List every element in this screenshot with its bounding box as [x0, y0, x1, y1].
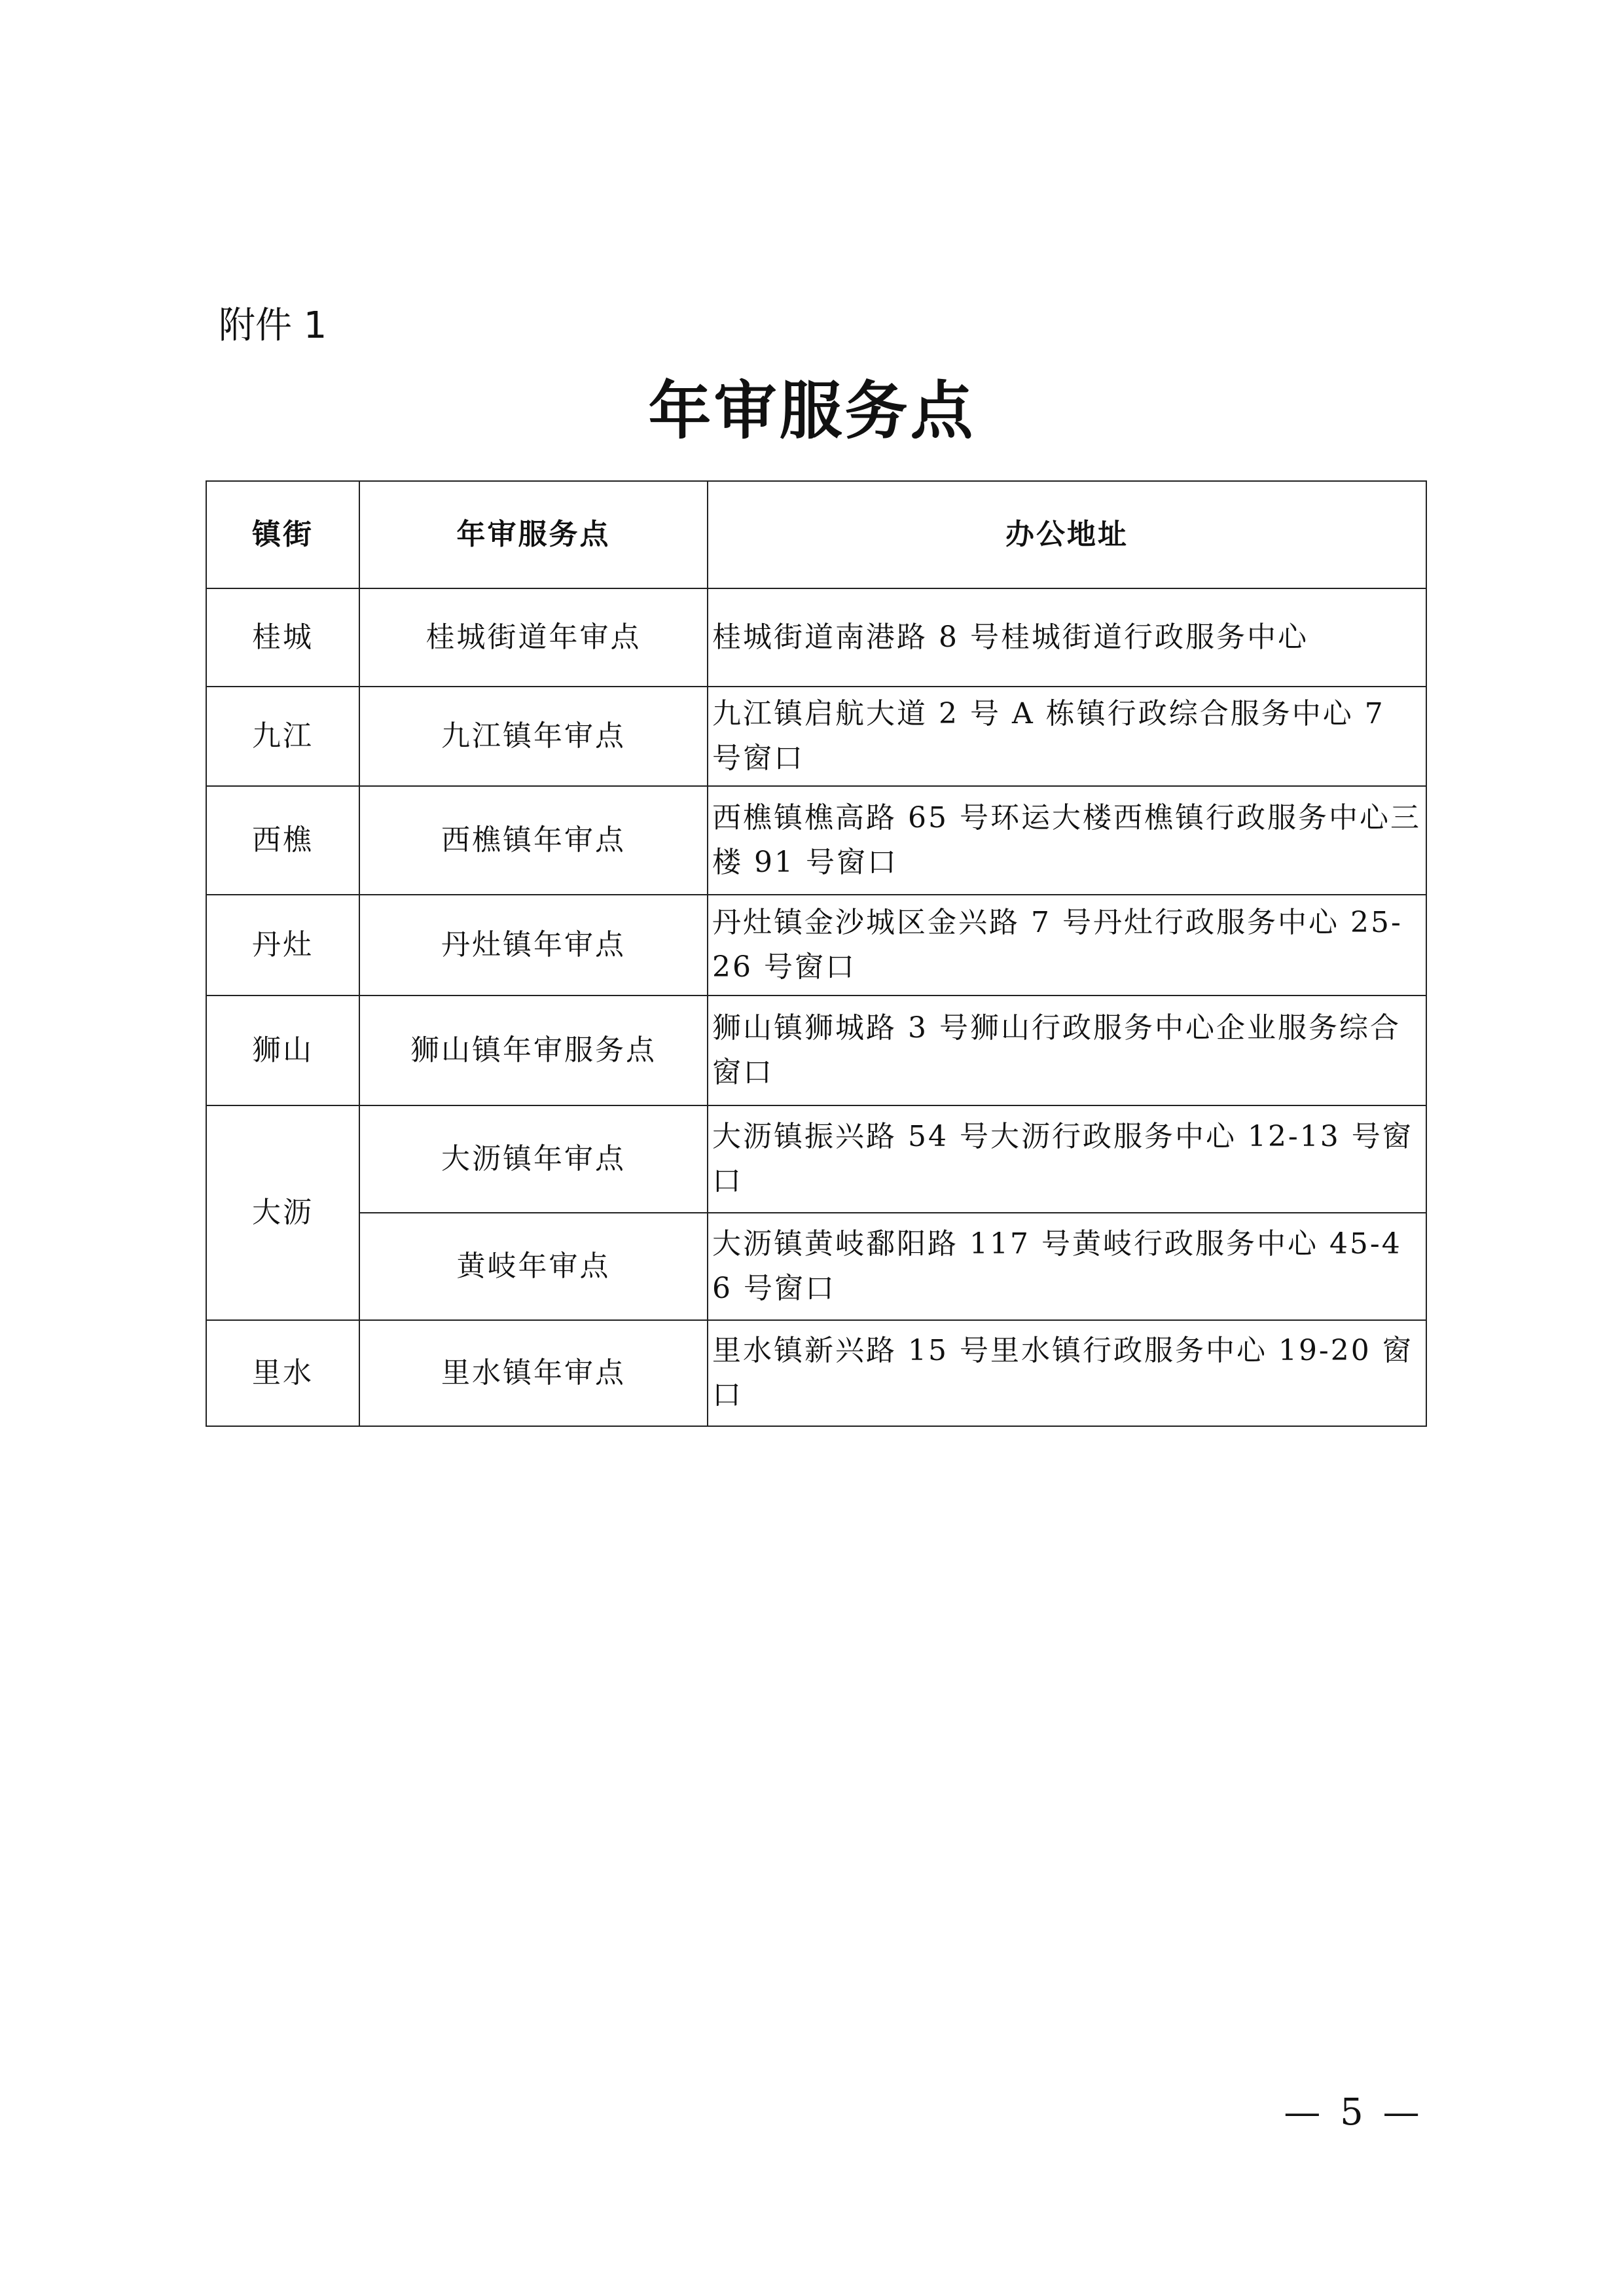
table-row	[206, 1320, 1426, 1426]
page-number: — 5 —	[1284, 2091, 1424, 2134]
cell-service-point: 西樵镇年审点	[359, 786, 708, 895]
cell-address: 大沥镇振兴路 54 号大沥行政服务中心 12-13 号窗口	[708, 1105, 1426, 1213]
cell-address: 大沥镇黄岐鄱阳路 117 号黄岐行政服务中心 45-46 号窗口	[708, 1213, 1426, 1320]
table-row	[206, 1105, 1426, 1213]
header-service-point: 年审服务点	[359, 481, 708, 588]
cell-town: 狮山	[206, 996, 359, 1105]
table-row	[206, 588, 1426, 687]
cell-town: 九江	[206, 687, 359, 786]
cell-town: 西樵	[206, 786, 359, 895]
cell-service-point: 里水镇年审点	[359, 1320, 708, 1426]
table-row	[206, 687, 1426, 786]
attachment-label: 附件 1	[219, 304, 327, 347]
cell-service-point: 桂城街道年审点	[359, 588, 708, 687]
cell-town: 桂城	[206, 588, 359, 687]
cell-address: 桂城街道南港路 8 号桂城街道行政服务中心	[708, 588, 1426, 687]
header-address: 办公地址	[708, 481, 1426, 588]
cell-town: 大沥	[206, 1105, 359, 1320]
header-town: 镇街	[206, 481, 359, 588]
table-row	[206, 996, 1426, 1105]
cell-address: 里水镇新兴路 15 号里水镇行政服务中心 19-20 窗口	[708, 1320, 1426, 1426]
cell-service-point: 丹灶镇年审点	[359, 895, 708, 996]
cell-address: 西樵镇樵高路 65 号环运大楼西樵镇行政服务中心三楼 91 号窗口	[708, 786, 1426, 895]
cell-service-point: 狮山镇年审服务点	[359, 996, 708, 1105]
cell-service-point: 大沥镇年审点	[359, 1105, 708, 1213]
cell-service-point: 黄岐年审点	[359, 1213, 708, 1320]
cell-address: 九江镇启航大道 2 号 A 栋镇行政综合服务中心 7 号窗口	[708, 687, 1426, 786]
document-title: 年审服务点	[648, 374, 976, 448]
service-points-table	[206, 480, 1427, 1427]
cell-town: 丹灶	[206, 895, 359, 996]
table-row	[206, 1213, 1426, 1320]
cell-town: 里水	[206, 1320, 359, 1426]
cell-address: 丹灶镇金沙城区金兴路 7 号丹灶行政服务中心 25-26 号窗口	[708, 895, 1426, 996]
table-row	[206, 895, 1426, 996]
table-header-row	[206, 481, 1426, 588]
cell-service-point: 九江镇年审点	[359, 687, 708, 786]
cell-address: 狮山镇狮城路 3 号狮山行政服务中心企业服务综合窗口	[708, 996, 1426, 1105]
table-row	[206, 786, 1426, 895]
